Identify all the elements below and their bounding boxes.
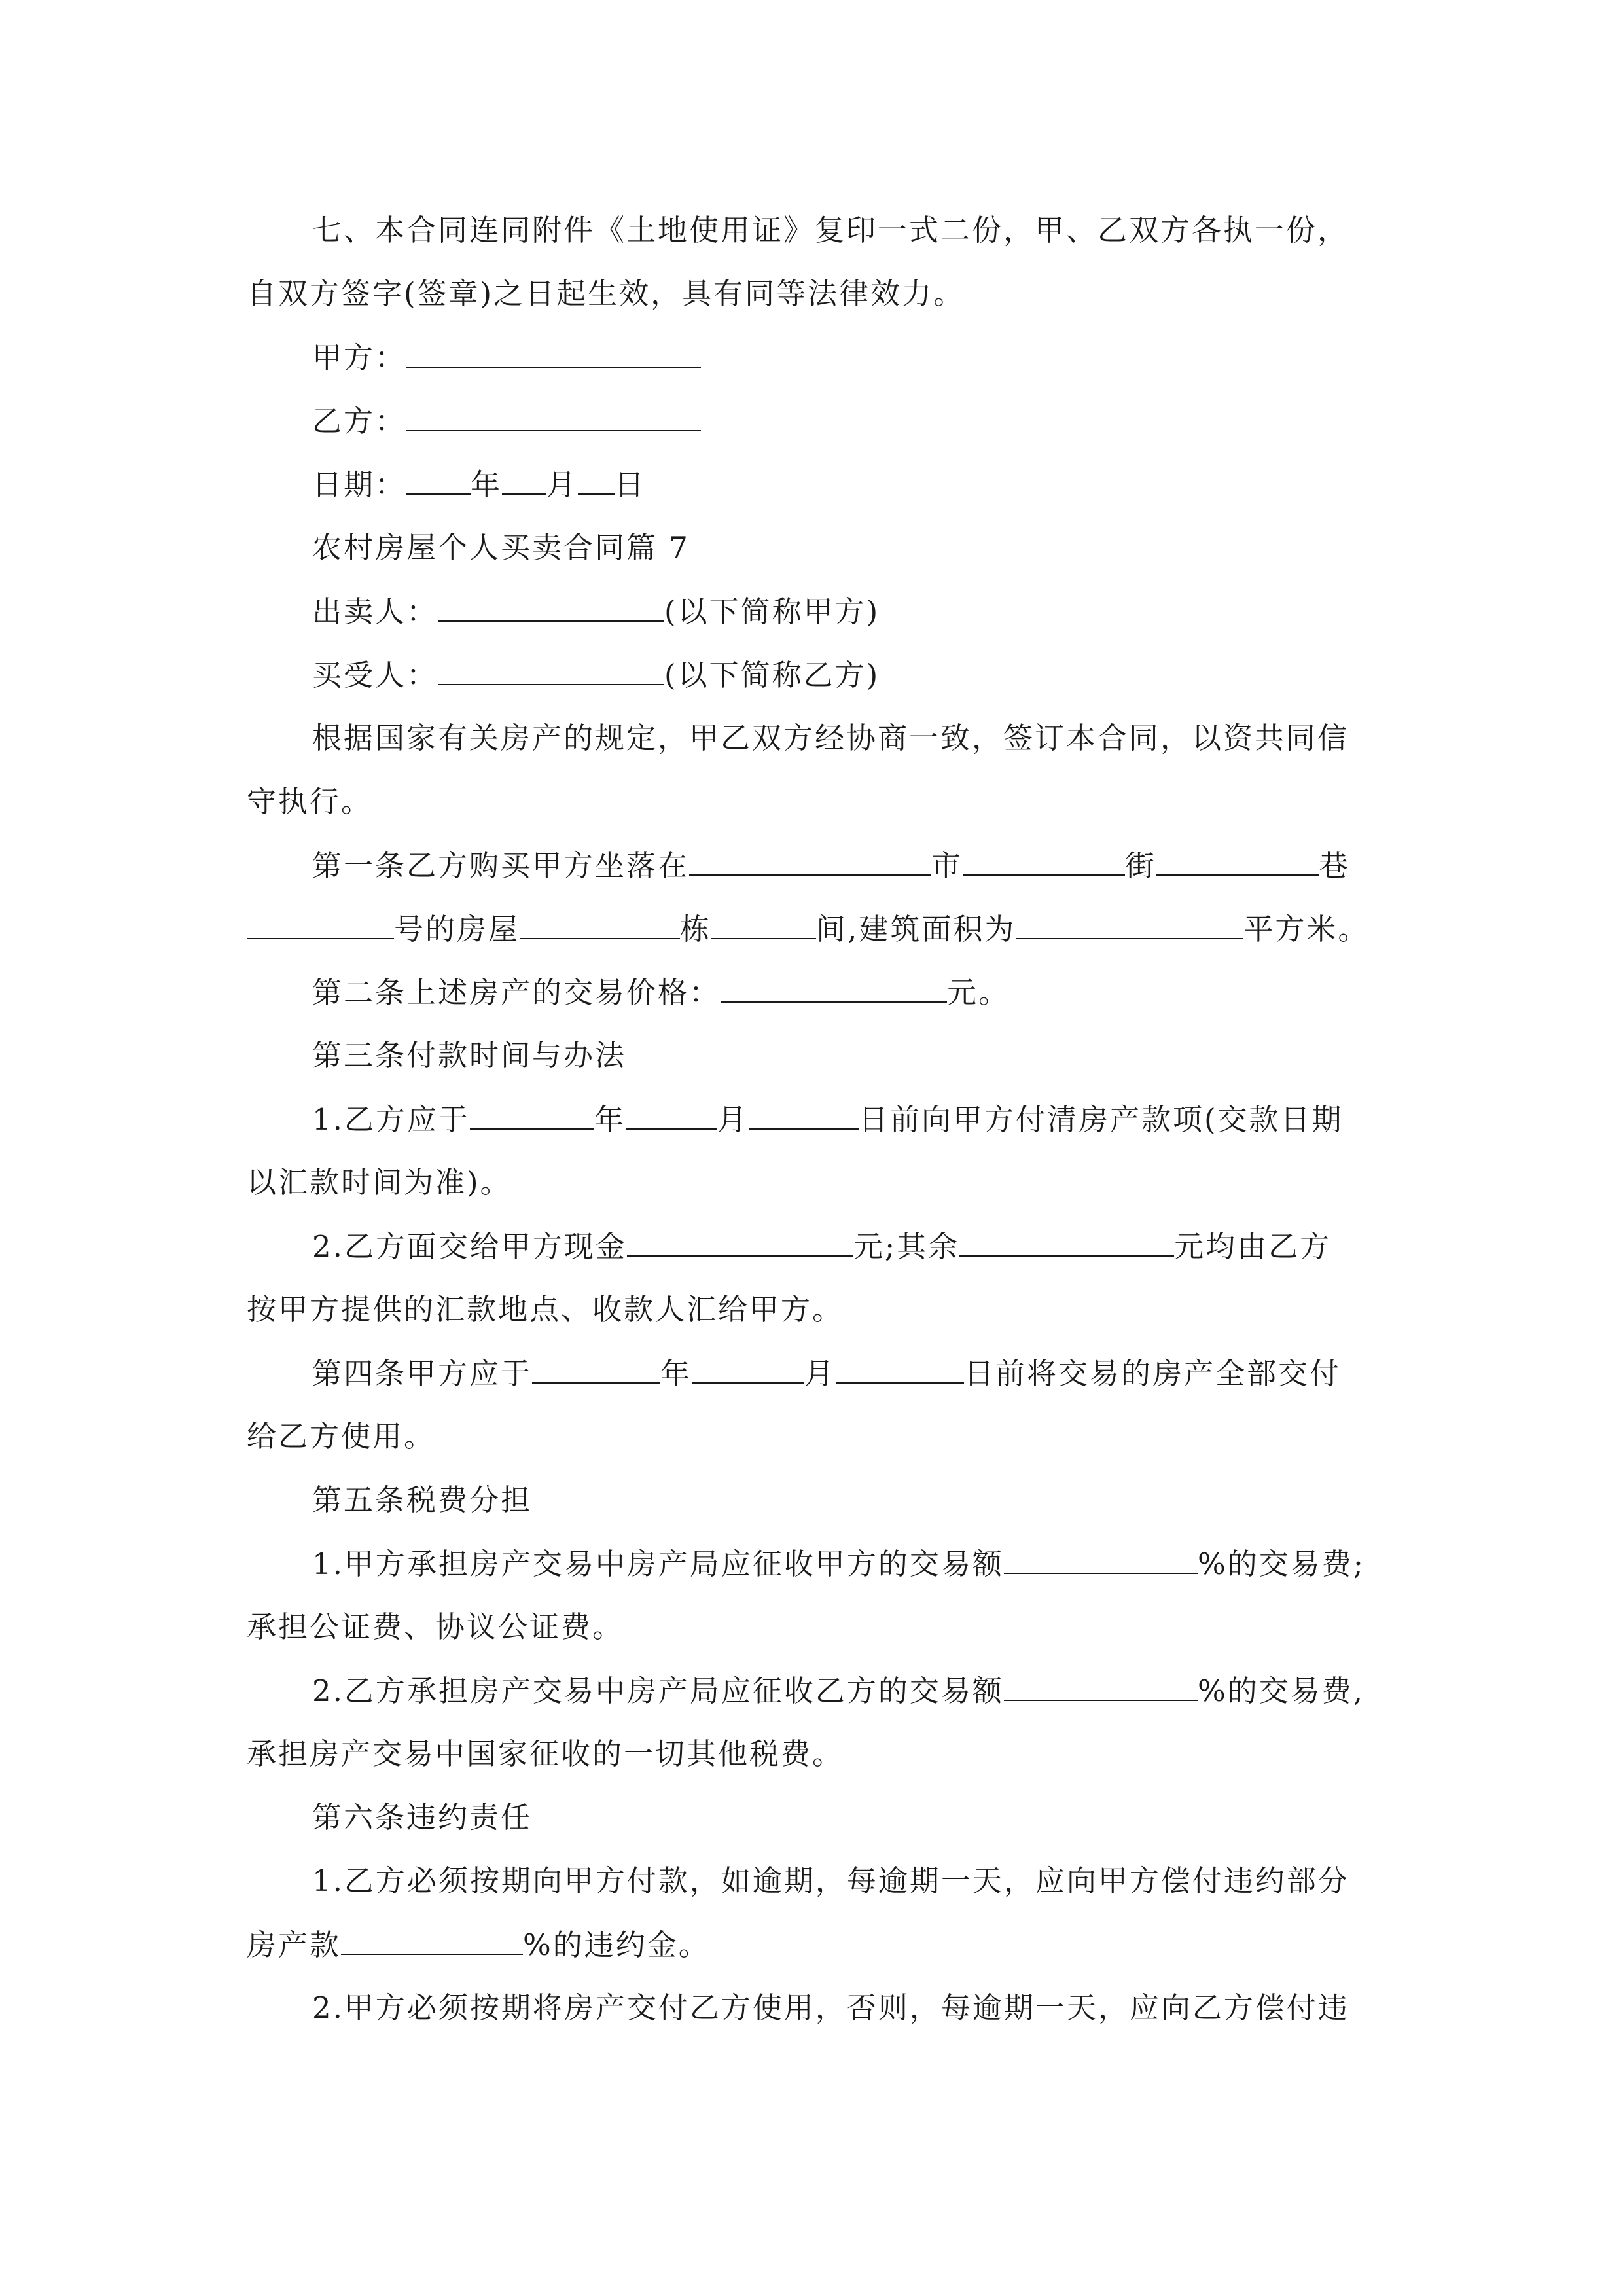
seller-suffix: (以下简称甲方) bbox=[664, 594, 880, 629]
party-a-signature-blank[interactable] bbox=[406, 338, 701, 368]
art3-item1-line2: 以汇款时间为准)。 bbox=[247, 1165, 512, 1200]
art3-item2-remainder-blank[interactable] bbox=[959, 1227, 1174, 1257]
art1-lane: 巷 bbox=[1319, 848, 1351, 883]
art5-item2-line2: 承担房产交易中国家征收的一切其他税费。 bbox=[247, 1736, 844, 1771]
art3-item1-line1 bbox=[312, 1100, 1344, 1139]
art1-number: 号的房屋 bbox=[394, 912, 520, 946]
clause7-line1: 七、本合同连同附件《土地使用证》复印一式二份，甲、乙双方各执一份， bbox=[312, 213, 1349, 247]
buyer-suffix: (以下简称乙方) bbox=[664, 658, 880, 692]
art1-city: 市 bbox=[931, 848, 963, 883]
art4-year: 年 bbox=[660, 1356, 692, 1391]
art3-item1-prefix: 1.乙方应于 bbox=[312, 1102, 470, 1137]
art5-title: 第五条税费分担 bbox=[312, 1482, 533, 1517]
art4-prefix: 第四条甲方应于 bbox=[312, 1356, 533, 1391]
date-day-blank[interactable] bbox=[578, 465, 615, 495]
party-b-signature-blank[interactable] bbox=[406, 401, 701, 431]
art3-item2-suffix: 元均由乙方 bbox=[1174, 1229, 1332, 1264]
art2-prefix: 第二条上述房产的交易价格： bbox=[312, 975, 721, 1010]
art5-item1-line1 bbox=[312, 1544, 1365, 1584]
art6-item1-line1: 1.乙方必须按期向甲方付款，如逾期，每逾期一天，应向甲方偿付违约部分 bbox=[312, 1863, 1349, 1898]
seller-line bbox=[312, 592, 880, 632]
art1-building: 栋 bbox=[680, 912, 712, 946]
art6-item1-suffix2: %的违约金。 bbox=[523, 1928, 710, 1962]
section-title: 农村房屋个人买卖合同篇 7 bbox=[312, 530, 690, 565]
art4-day-blank[interactable] bbox=[836, 1354, 964, 1384]
art5-item2-rate-blank[interactable] bbox=[1004, 1671, 1198, 1701]
art1-lane-blank[interactable] bbox=[247, 909, 394, 939]
buyer-line bbox=[312, 655, 880, 695]
art1-location-blank[interactable] bbox=[689, 846, 931, 876]
art1-line1 bbox=[312, 846, 1350, 886]
party-b-line bbox=[312, 401, 701, 441]
art6-item2-line1: 2.甲方必须按期将房产交付乙方使用，否则，每逾期一天，应向乙方偿付违 bbox=[312, 1990, 1349, 2025]
art5-item2-suffix: %的交易费, bbox=[1197, 1674, 1365, 1708]
art3-item1-suffix: 日前向甲方付清房产款项(交款日期 bbox=[858, 1102, 1344, 1137]
art4-line2: 给乙方使用。 bbox=[247, 1419, 436, 1454]
art1-city-blank[interactable] bbox=[963, 846, 1125, 876]
art3-title: 第三条付款时间与办法 bbox=[312, 1038, 627, 1073]
date-line bbox=[312, 465, 646, 505]
party-a-label: 甲方： bbox=[312, 340, 407, 375]
party-b-label: 乙方： bbox=[312, 404, 407, 439]
art3-item2-cash-blank[interactable] bbox=[627, 1227, 853, 1257]
art4-year-blank[interactable] bbox=[532, 1354, 660, 1384]
art4-month: 月 bbox=[804, 1356, 836, 1391]
art1-prefix: 第一条乙方购买甲方坐落在 bbox=[312, 848, 690, 883]
art4-suffix: 日前将交易的房产全部交付 bbox=[964, 1356, 1342, 1391]
date-day-label: 日 bbox=[615, 467, 647, 502]
art1-area-blank[interactable] bbox=[1016, 909, 1243, 939]
art5-item2-prefix: 2.乙方承担房产交易中房产局应征收乙方的交易额 bbox=[312, 1674, 1004, 1708]
art2-price-blank[interactable] bbox=[721, 973, 947, 1003]
art1-line2 bbox=[247, 909, 1369, 949]
art5-item1-suffix: %的交易费; bbox=[1197, 1547, 1365, 1581]
art2-line bbox=[312, 973, 1010, 1013]
art3-item1-day-blank[interactable] bbox=[749, 1100, 859, 1130]
art5-item1-rate-blank[interactable] bbox=[1004, 1544, 1198, 1574]
party-a-line bbox=[312, 338, 701, 378]
art3-item2-line1 bbox=[312, 1227, 1331, 1266]
buyer-name-blank[interactable] bbox=[438, 655, 664, 685]
art1-unit: 平方米。 bbox=[1243, 912, 1370, 946]
art6-item1-prefix2: 房产款 bbox=[247, 1928, 342, 1962]
art6-item1-line2 bbox=[247, 1925, 710, 1965]
buyer-label: 买受人： bbox=[312, 658, 438, 692]
art3-item2-mid: 元;其余 bbox=[853, 1229, 960, 1264]
date-year-label: 年 bbox=[471, 467, 503, 502]
art3-item2-prefix: 2.乙方面交给甲方现金 bbox=[312, 1229, 627, 1264]
art5-item1-line2: 承担公证费、协议公证费。 bbox=[247, 1609, 624, 1644]
art1-number-blank[interactable] bbox=[520, 909, 680, 939]
art3-item1-month: 月 bbox=[717, 1102, 749, 1137]
date-month-label: 月 bbox=[546, 467, 579, 502]
art4-line1 bbox=[312, 1354, 1341, 1393]
art1-street-blank[interactable] bbox=[1156, 846, 1319, 876]
art1-building-blank[interactable] bbox=[711, 909, 816, 939]
art1-street: 街 bbox=[1125, 848, 1157, 883]
art6-item1-rate-blank[interactable] bbox=[341, 1925, 523, 1955]
art1-room: 间,建筑面积为 bbox=[816, 912, 1016, 946]
art3-item1-year-blank[interactable] bbox=[470, 1100, 594, 1130]
art4-month-blank[interactable] bbox=[692, 1354, 804, 1384]
art5-item1-prefix: 1.甲方承担房产交易中房产局应征收甲方的交易额 bbox=[312, 1547, 1004, 1581]
art3-item1-month-blank[interactable] bbox=[626, 1100, 717, 1130]
seller-label: 出卖人： bbox=[312, 594, 438, 629]
art6-title: 第六条违约责任 bbox=[312, 1800, 533, 1835]
preamble-line2: 守执行。 bbox=[247, 784, 373, 819]
preamble-line1: 根据国家有关房产的规定，甲乙双方经协商一致，签订本合同，以资共同信 bbox=[312, 721, 1349, 755]
date-month-blank[interactable] bbox=[502, 465, 546, 495]
seller-name-blank[interactable] bbox=[438, 592, 664, 622]
art5-item2-line1 bbox=[312, 1671, 1364, 1711]
date-label: 日期： bbox=[312, 467, 407, 502]
clause7-line2: 自双方签字(签章)之日起生效，具有同等法律效力。 bbox=[247, 276, 965, 311]
date-year-blank[interactable] bbox=[406, 465, 471, 495]
art3-item1-year: 年 bbox=[594, 1102, 626, 1137]
art2-suffix: 元。 bbox=[947, 975, 1010, 1010]
art3-item2-line2: 按甲方提供的汇款地点、收款人汇给甲方。 bbox=[247, 1292, 844, 1327]
